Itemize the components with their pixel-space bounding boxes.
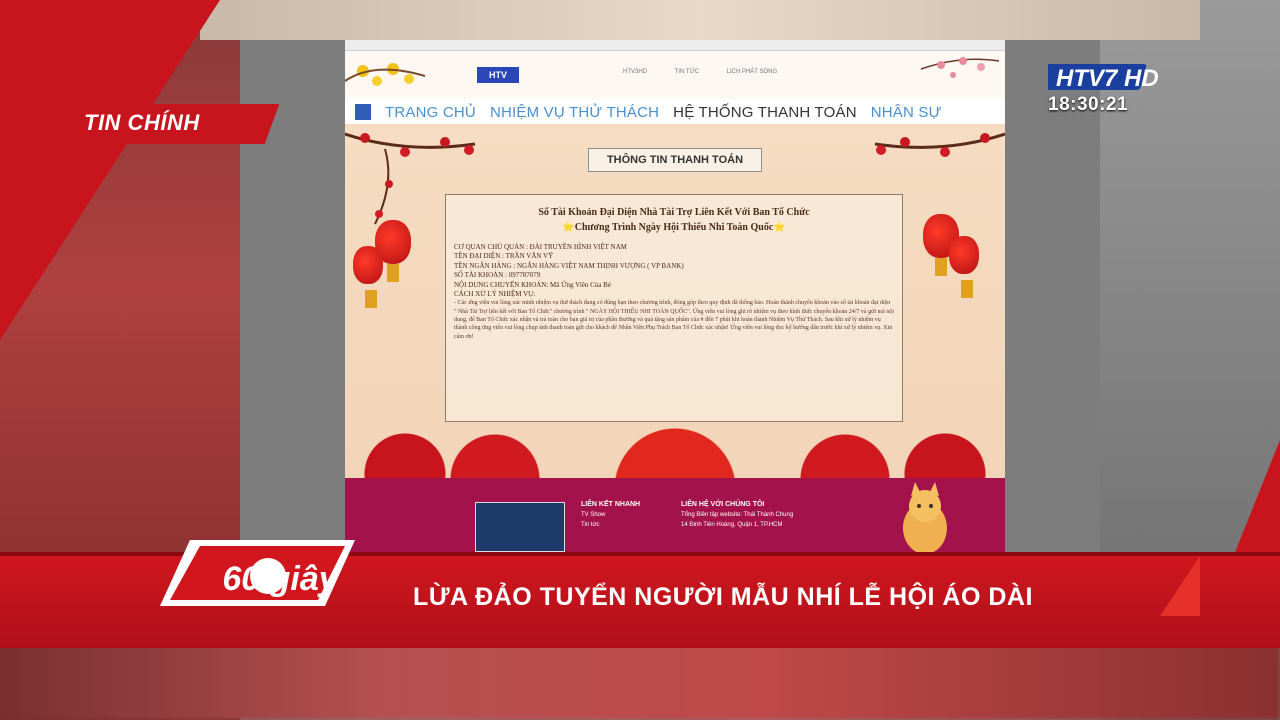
header-link[interactable]: HTV3HD (623, 69, 648, 75)
nav-item-payment[interactable]: HỆ THỐNG THANH TOÁN (673, 103, 857, 121)
header-link[interactable]: LỊCH PHÁT SÓNG (726, 69, 778, 75)
browser-address-bar (345, 40, 1005, 51)
program-logo (160, 540, 355, 606)
broadcast-clock: 18:30:21 (1048, 94, 1129, 115)
cherry-blossom-icon (911, 51, 1001, 97)
panel-subtitle: ⭐Chương Trình Ngày Hội Thiếu Nhi Toàn Quốc⭐ (562, 222, 786, 233)
footer-quick-links (581, 500, 640, 530)
nav-item-staff[interactable]: NHÂN SỰ (870, 103, 942, 121)
bank-info-line: TÊN NGÂN HÀNG : NGÂN HÀNG VIỆT NAM THỊNH VƯỢNG ( VP BANK) (454, 261, 684, 270)
site-footer (345, 478, 1005, 552)
footer-col-title: LIÊN KẾT NHANH (581, 501, 641, 508)
bank-info-line: SỐ TÀI KHOẢN : 097787079 (454, 271, 541, 280)
bank-details-panel (445, 194, 903, 422)
bank-info-line: CƠ QUAN CHỦ QUẢN : ĐÀI TRUYỀN HÌNH VIỆT NAM (454, 243, 627, 251)
apricot-blossom-icon (345, 51, 435, 97)
cat-mascot-icon (885, 478, 965, 552)
header-link[interactable]: TIN TỨC (674, 69, 699, 75)
footer-contact (681, 500, 793, 530)
bank-info-list (454, 243, 894, 299)
news-headline: LỪA ĐẢO TUYỂN NGƯỜI MẪU NHÍ LỄ HỘI ÁO DÀI (413, 582, 1033, 611)
footer-col-title: LIÊN HỆ VỚI CHÚNG TÔI (681, 501, 765, 508)
scam-website-screenshot (345, 40, 1005, 552)
nav-item-missions[interactable]: NHIỆM VỤ THỬ THÁCH (489, 103, 660, 121)
site-header (345, 51, 1005, 99)
bank-info-line: NỘI DUNG CHUYỂN KHOẢN: Mã Ứng Viên Của Bé (454, 280, 611, 289)
background-bottom-blur (0, 640, 1280, 720)
header-links (623, 69, 803, 75)
lantern-icon (353, 246, 383, 284)
site-nav (345, 99, 1005, 126)
nav-item-home[interactable]: TRANG CHỦ (385, 103, 476, 121)
lantern-icon (949, 236, 979, 274)
program-logo-text: 60 giây (222, 560, 338, 598)
bank-info-line: TÊN ĐẠI DIỆN : TRẦN VĂN VỸ (454, 252, 554, 261)
lower-third-accent (1160, 556, 1200, 616)
panel-title: Số Tài Khoản Đại Diện Nhà Tài Trợ Liên Kết Với Ban Tổ Chức (538, 207, 810, 218)
channel-logo (1048, 60, 1198, 96)
footer-contact-line: Tổng Biên tập website: Thái Thành Chung (681, 512, 794, 518)
instructions-text: - Các ứng viên vui lòng xác minh nhiệm vụ thử thách đang có đúng hạn theo chương trình, đóng góp theo quy định đã thông báo. Hoàn thành chuyển khoản vào số tài khoản đại diện " Nhà Tài Trợ liên kết với Ban Tổ Chức" chương trình " NGÀY HỘI THIẾU NHI TOÀN QUỐC". Ứng viên vui lòng ghi rõ nhiệm vụ theo hình thức chuyển khoản 24/7 và gửi mã nội dung, để Ban Tổ Chức xác nhận và trả toàn cho bạn giá trị của phần thưởng và quà tặng sản phẩm của # đến 7 phút khi hoàn thành Nhiệm Vụ Thử Thách. Sau khi xử lý nhiệm vụ thành công ứng viên vui lòng chụp ảnh thanh toán gửi cho khách để Nhân Viên Phụ Trách Ban Tổ Chức xác nhận! Ứng viên vui lòng đọc kỹ hướng dẫn trước khi xử lý nhiệm vụ. Xin cảm ơn! (454, 300, 894, 340)
footer-link[interactable]: Tin tức (581, 522, 600, 528)
background-top-strip (200, 0, 1200, 40)
payment-content (345, 124, 1005, 552)
footer-link[interactable]: TV Show (581, 512, 606, 518)
footer-contact-line: 14 Đinh Tiên Hoàng, Quận 1, TP.HCM (681, 522, 783, 528)
payment-info-button[interactable]: THÔNG TIN THANH TOÁN (588, 148, 762, 172)
home-icon[interactable] (355, 104, 371, 120)
app-promo-image[interactable] (475, 502, 565, 552)
bank-info-line: CÁCH XỬ LÝ NHIỆM VỤ: (454, 290, 536, 299)
decorative-clouds (345, 414, 1005, 484)
section-tag: TIN CHÍNH (84, 110, 200, 135)
channel-logo-text: HTV7 HD (1056, 65, 1159, 92)
red-ribbon-left (0, 0, 220, 340)
site-logo[interactable]: HTV (477, 67, 519, 83)
